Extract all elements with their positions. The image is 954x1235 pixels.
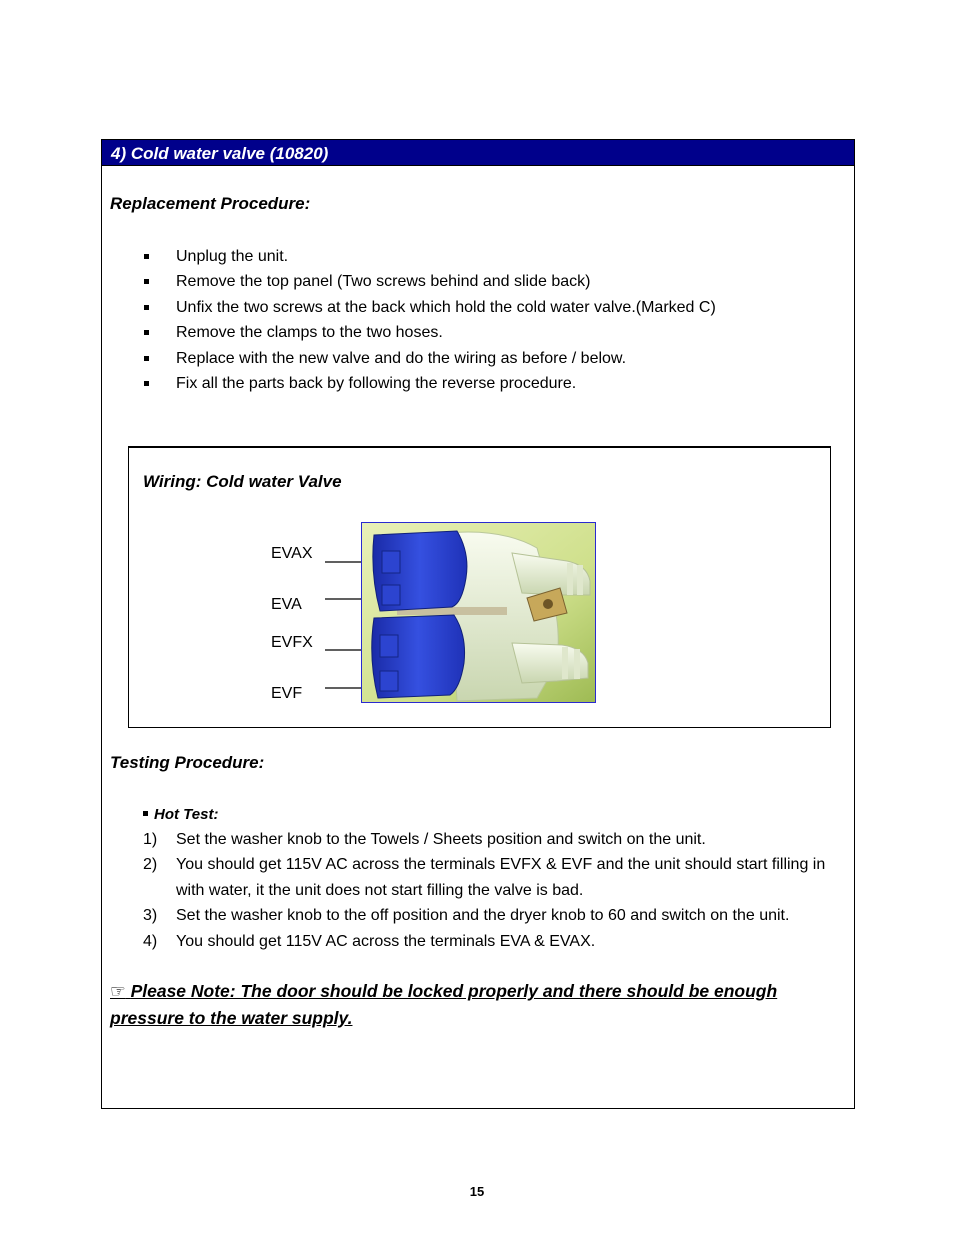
terminal-label-eva: EVA (271, 596, 302, 613)
hot-test-subheading: Hot Test: (143, 806, 218, 823)
replacement-steps (140, 244, 716, 396)
list-item: Remove the clamps to the two hoses. (140, 320, 716, 345)
pointing-hand-icon: ☞ (110, 982, 126, 1002)
note-text: Please Note: The door should be locked properly and there should be enough pressure to the water supply. (110, 981, 778, 1028)
bullet-square-icon (143, 811, 148, 816)
valve-photo (361, 522, 596, 703)
replacement-heading: Replacement Procedure: (110, 194, 311, 213)
terminal-label-evax: EVAX (271, 545, 313, 562)
list-item: 1) Set the washer knob to the Towels / Sheets position and switch on the unit. (143, 831, 706, 848)
list-item: 3) Set the washer knob to the off position and the dryer knob to 60 and switch on the unit. (143, 907, 790, 925)
section-header (101, 139, 855, 166)
list-item: 2) You should get 115V AC across the terminals EVFX & EVF and the unit should start filling in with water, it the unit does not start filling the valve is bad. (143, 856, 826, 899)
bullet-square-icon (144, 254, 149, 259)
terminal-label-evf: EVF (271, 685, 303, 702)
bullet-square-icon (144, 381, 149, 386)
list-item: Unfix the two screws at the back which hold the cold water valve.(Marked C) (140, 295, 716, 320)
list-item: Replace with the new valve and do the wiring as before / below. (140, 346, 716, 371)
water-valve-illustration (362, 523, 596, 703)
testing-heading: Testing Procedure: (110, 753, 265, 772)
bullet-square-icon (144, 330, 149, 335)
list-item: Unplug the unit. (140, 244, 716, 269)
section-title: 4) Cold water valve (10820) (111, 144, 329, 163)
bullet-square-icon (144, 356, 149, 361)
wiring-title: Wiring: Cold water Valve (143, 472, 342, 491)
please-note (110, 978, 850, 1031)
terminal-label-evfx: EVFX (271, 634, 313, 651)
testing-steps (143, 827, 843, 954)
bullet-square-icon (144, 279, 149, 284)
list-item: Remove the top panel (Two screws behind and slide back) (140, 269, 716, 294)
list-item: 4) You should get 115V AC across the terminals EVA & EVAX. (143, 932, 596, 950)
list-item: Fix all the parts back by following the reverse procedure. (140, 371, 716, 396)
page-number: 15 (469, 1184, 485, 1199)
bullet-square-icon (144, 305, 149, 310)
